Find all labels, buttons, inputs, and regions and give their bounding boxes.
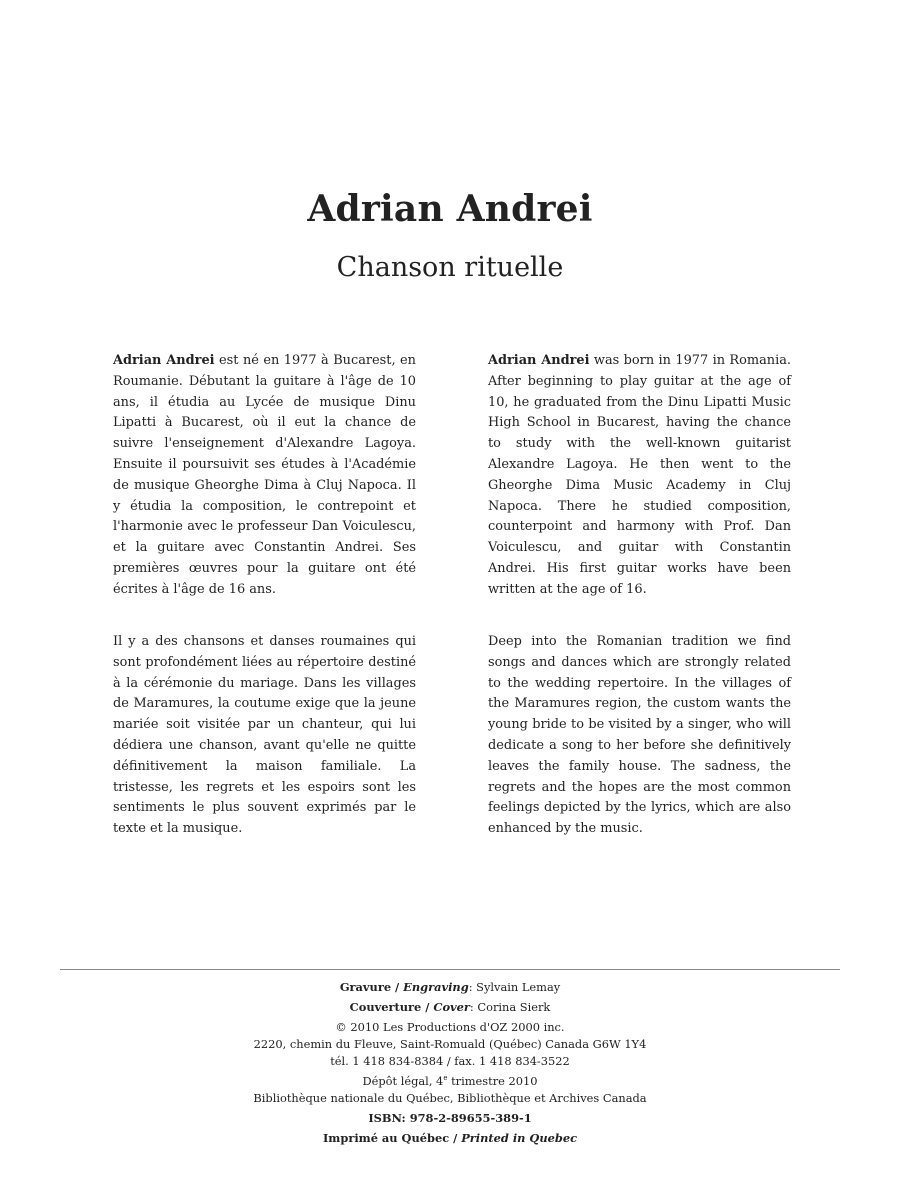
page-title: Adrian Andrei [307,188,593,230]
english-biography [488,351,791,601]
french-biography [113,351,416,601]
french-biography-text: est né en 1977 à Bucarest, en Roumanie. Débutant la guitare à l'âge de 10 ans, il étudia au Lycée de musique Dinu Lipatti à Bucarest, où il eut la chance de suivre l'enseignement d'Alexandre Lagoya. Ensuite il poursuivit ses études à l'Académie de musique Gheorghe Dima à Cluj Napoca. Il y étudia la composition, le contrepoint et l'harmonie avec le professeur Dan Voiculescu, et la guitare avec Constantin Andrei. Ses premières œuvres pour la guitare ont été écrites à l'âge de 16 ans. [113,353,416,597]
english-biography-paragraph [488,351,791,601]
french-description [113,632,416,840]
cover-value: : Corina Sierk [469,1000,551,1014]
cover-label-fr: Couverture / [349,1000,434,1014]
french-biography-name: Adrian Andrei [113,353,215,368]
printed-line [0,1130,900,1147]
credits-block [0,979,900,1147]
publisher-phone: tél. 1 418 834-8384 / fax. 1 418 834-3522 [330,1054,570,1068]
legal-deposit [0,1073,900,1090]
legal-deposit-suffix: trimestre 2010 [447,1074,538,1088]
engraving-value: : Sylvain Lemay [468,980,561,994]
english-description-paragraph: Deep into the Romanian tradition we find songs and dances which are strongly related to the wedding repertoire. In the villages of the Maramures region, the custom wants the young bride to be visited by a singer, who will dedicate a song to her before she definitively leaves the family house. The sadness, the regrets and the hopes are the most common feelings depicted by the lyrics, which are also enhanced by the music. [488,634,791,837]
footer-divider [60,969,840,970]
engraving-label-fr: Gravure / [339,980,404,994]
french-biography-paragraph [113,351,416,601]
cover-credit [0,999,900,1016]
isbn-line: ISBN: 978-2-89655-389-1 [368,1111,532,1125]
french-description-paragraph: Il y a des chansons et danses roumaines qui sont profondément liées au répertoire destiné à la cérémonie du mariage. Dans les villages de Maramures, la coutume exige que la jeune mariée soit visitée par un chanteur, qui lui dédiera une chanson, avant qu'elle ne quitte définitivement la maison familiale. La tristesse, les regrets et les espoirs sont les sentiments le plus souvent exprimés par le texte et la musique. [113,634,416,837]
english-biography-text: was born in 1977 in Romania. After beginning to play guitar at the age of 10, he graduated from the Dinu Lipatti Music High School in Bucarest, having the chance to study with the well-known guitarist Alexandre Lagoya. He then went to the Gheorghe Dima Music Academy in Cluj Napoca. There he studied composition, counterpoint and harmony with Prof. Dan Voiculescu, and guitar with Constantin Andrei. His first guitar works have been written at the age of 16. [488,353,791,597]
engraving-label-en: Engraving [403,980,469,994]
copyright-line: © 2010 Les Productions d'OZ 2000 inc. [335,1020,565,1034]
engraving-credit [0,979,900,996]
printed-en: Printed in Quebec [461,1131,578,1145]
libraries-line: Bibliothèque nationale du Québec, Bibliothèque et Archives Canada [253,1091,647,1105]
legal-deposit-prefix: Dépôt légal, 4 [362,1074,444,1088]
page-subtitle: Chanson rituelle [336,252,564,283]
publisher-address: 2220, chemin du Fleuve, Saint-Romuald (Québec) Canada G6W 1Y4 [253,1037,647,1051]
english-description [488,632,791,840]
english-biography-name: Adrian Andrei [488,353,590,368]
printed-fr: Imprimé au Québec / [322,1131,462,1145]
cover-label-en: Cover [433,1000,470,1014]
legal-deposit-sup: e [443,1074,448,1083]
